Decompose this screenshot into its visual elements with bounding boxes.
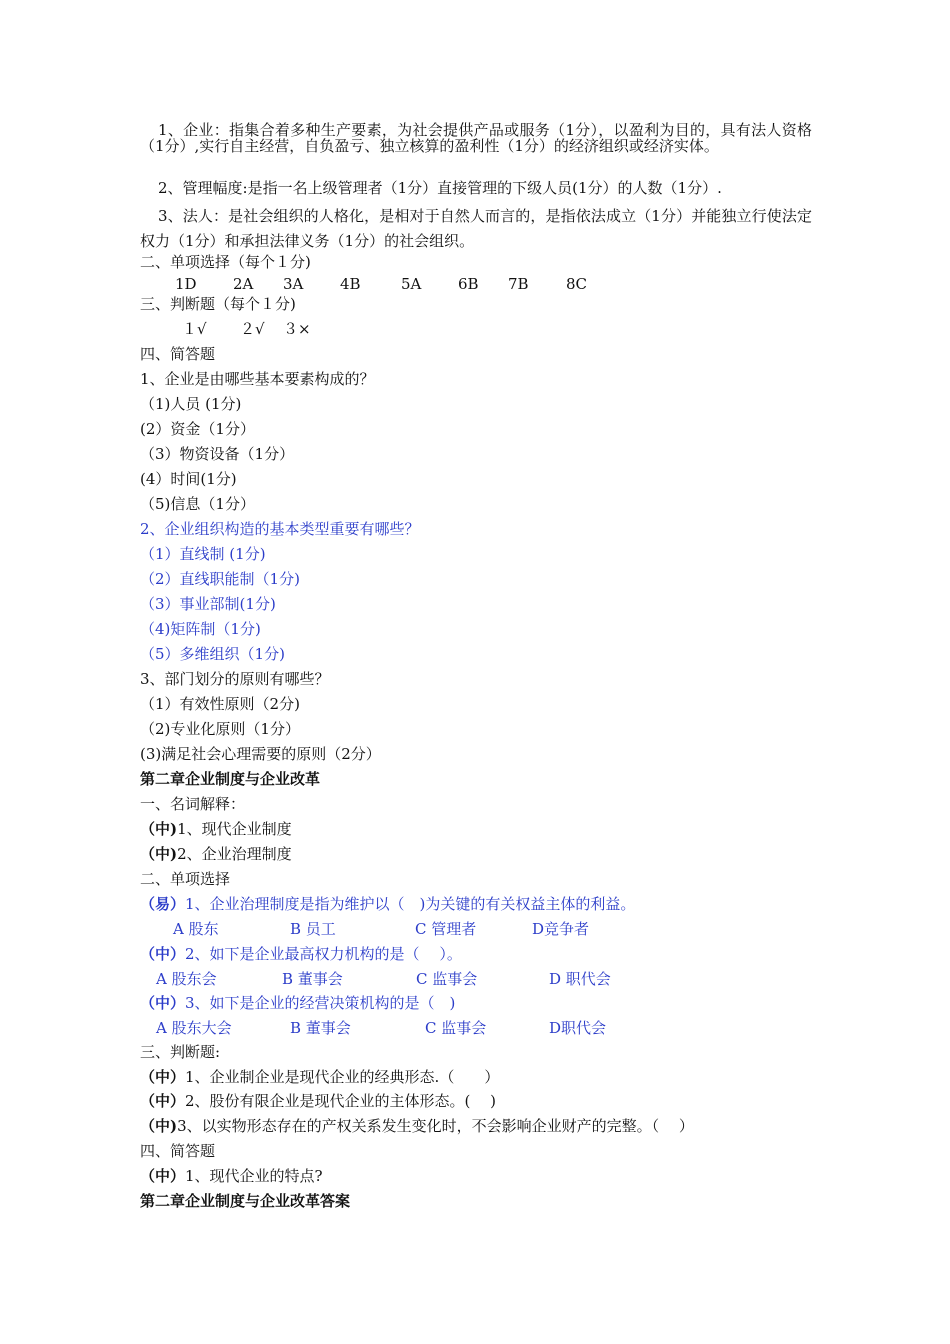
term-text: 1、现代企业制度	[177, 820, 292, 838]
single-choice-answers	[140, 275, 780, 293]
short-question	[140, 1167, 323, 1185]
list-item: （2)专业化原则（1分）	[140, 720, 300, 738]
list-item: （1）直线制 (1分)	[140, 545, 266, 563]
answer-item: 8C	[566, 275, 588, 293]
short-answer-heading: 四、简答题	[140, 345, 216, 363]
answer-item: 6B	[458, 275, 479, 293]
judgement-answers	[140, 320, 440, 338]
question-text: 1、企业制企业是现代企业的经典形态.（ ）	[185, 1068, 500, 1086]
definition-management-span: 2、管理幅度:是指一名上级管理者（1分）直接管理的下级人员(1分）的人数（1分）.	[158, 179, 722, 197]
judge-question	[140, 1092, 496, 1110]
short-heading: 四、简答题	[140, 1142, 216, 1160]
answer-item: 1D	[175, 275, 197, 293]
list-item: （2）直线职能制（1分)	[140, 570, 300, 588]
option-b: B 员工	[290, 920, 336, 938]
judge-question	[140, 1068, 499, 1086]
list-item: （1)人员 (1分)	[140, 395, 242, 413]
answer-item: 3A	[283, 275, 304, 293]
answer-item: 7B	[508, 275, 529, 293]
chapter-title: 第二章企业制度与企业改革	[140, 770, 321, 788]
option-a: A 股东	[173, 920, 219, 938]
question-3: 3、部门划分的原则有哪些？	[140, 670, 330, 688]
option-b: B 董事会	[282, 970, 343, 988]
question-text: 3、如下是企业的经营决策机构的是（ )	[185, 994, 456, 1012]
choice-options	[140, 920, 640, 938]
option-a: A 股东会	[156, 970, 217, 988]
judgement-heading: 三、判断题（每个１分)	[140, 295, 296, 313]
definition-legal-person: 3、法人：是社会组织的人格化，是相对于自然人而言的，是指依法成立（1分）并能独立行使法定权力（1分）和承担法律义务（1分）的社会组织。	[140, 207, 812, 250]
judge-question	[140, 1117, 694, 1135]
difficulty-tag: （中）	[140, 1167, 186, 1185]
term-item	[140, 820, 292, 838]
difficulty-tag: （易）	[140, 895, 186, 913]
answers-title: 第二章企业制度与企业改革答案	[140, 1192, 351, 1210]
list-item: (3)满足社会心理需要的原则（2分）	[140, 745, 381, 763]
list-item: （5)信息（1分）	[140, 495, 255, 513]
question-text: 1、企业治理制度是指为维护以（ )为关键的有关权益主体的利益。	[185, 895, 636, 913]
option-b: B 董事会	[290, 1019, 351, 1037]
terms-heading: 一、名词解释：	[140, 795, 246, 813]
difficulty-tag: （中）	[140, 994, 186, 1012]
question-text: 3、以实物形态存在的产权关系发生变化时，不会影响企业财产的完整。（ ）	[177, 1117, 694, 1135]
choice-question	[140, 994, 455, 1012]
difficulty-tag: （中）	[140, 1068, 186, 1086]
question-2: 2、企业组织构造的基本类型重要有哪些？	[140, 520, 420, 538]
list-item: （3）事业部制(1分)	[140, 595, 276, 613]
option-d: D竞争者	[532, 920, 590, 938]
list-item: (4）时间(1分)	[140, 470, 237, 488]
question-text: 2、股份有限企业是现代企业的主体形态。( )	[185, 1092, 497, 1110]
list-item: (2）资金（1分）	[140, 420, 255, 438]
judge-heading: 三、判断题:	[140, 1043, 221, 1061]
answer-item: ２√	[240, 320, 265, 338]
question-1: 1、企业是由哪些基本要素构成的？	[140, 370, 375, 388]
choice-question	[140, 895, 635, 913]
difficulty-tag: （中）	[140, 1092, 186, 1110]
answer-item: 2A	[233, 275, 254, 293]
answer-item: ３×	[283, 320, 311, 338]
term-item	[140, 845, 292, 863]
option-c: C 监事会	[425, 1019, 487, 1037]
choice-options	[140, 970, 640, 988]
option-c: C 管理者	[415, 920, 477, 938]
answer-item: 4B	[340, 275, 361, 293]
option-d: D 职代会	[549, 970, 611, 988]
question-text: 1、现代企业的特点?	[185, 1167, 323, 1185]
list-item: （4)矩阵制（1分)	[140, 620, 261, 638]
choice-question	[140, 945, 462, 963]
list-item: （5）多维组织（1分)	[140, 645, 285, 663]
list-item: （3）物资设备（1分）	[140, 445, 295, 463]
answer-item: １√	[182, 320, 207, 338]
option-a: A 股东大会	[156, 1019, 232, 1037]
difficulty-tag: （中)	[140, 1117, 178, 1135]
list-item: （1）有效性原则（2分)	[140, 695, 300, 713]
difficulty-tag: （中)	[140, 845, 178, 863]
term-text: 2、企业治理制度	[177, 845, 292, 863]
option-c: C 监事会	[416, 970, 478, 988]
definition-enterprise: 1、企业：指集合着多种生产要素，为社会提供产品或服务（1分），以盈利为目的，具有法人资格（1分）,实行自主经营，自负盈亏、独立核算的盈利性（1分）的经济组织或经济实体。	[140, 121, 812, 155]
question-text: 2、如下是企业最高权力机构的是（ ）。	[185, 945, 462, 963]
option-d: D职代会	[549, 1019, 607, 1037]
choice-options	[140, 1019, 640, 1037]
difficulty-tag: （中）	[140, 945, 186, 963]
difficulty-tag: （中)	[140, 820, 178, 838]
choice-heading: 二、单项选择	[140, 870, 231, 888]
answer-item: 5A	[401, 275, 422, 293]
single-choice-heading: 二、单项选择（每个１分)	[140, 253, 311, 271]
